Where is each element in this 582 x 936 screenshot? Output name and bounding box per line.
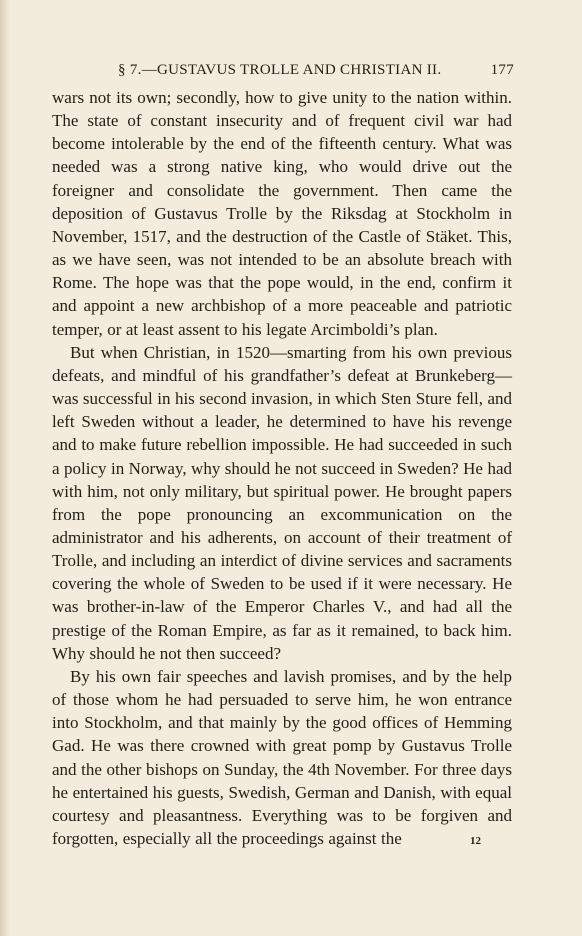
paragraph-3: By his own fair speeches and lavish promises, and by the help of those whom he had persuaded to serve him, he won entrance into Stockholm, and that mainly by the good offices of Hemming Gad. He was there crowned with great pomp by Gustavus Trolle and the other bishops on Sunday, the 4th November. For three days he entertained his guests, Swedish, German and Danish, with equal courtesy and pleasantness. Everything was to be forgiven and forgotten, especially all the proceedings against the <box>52 666 512 848</box>
signature-mark: 12 <box>470 835 481 847</box>
running-header <box>52 58 514 80</box>
running-title: § 7.—GUSTAVUS TROLLE AND CHRISTIAN II. <box>118 62 442 78</box>
page-number: 177 <box>490 62 514 78</box>
paragraph-1: wars not its own; secondly, how to give unity to the nation within. The state of constant insecurity and of frequent civil war had become intolerable by the end of the fifteenth century. What was needed was a strong native king, who would drive out the foreigner and consolidate the government. Then came the deposition of Gustavus Trolle by the Riksdag at Stockholm in November, 1517, and the destruction of the Castle of Stäket. This, as we have seen, was not intended to be an absolute breach with Rome. The hope was that the pope would, in the end, confirm it and appoint a new archbishop of a more peaceable and patriotic temper, or at least assent to his legate Arcimboldi’s plan. <box>52 88 512 339</box>
body-text <box>52 86 512 850</box>
paragraph-2: But when Christian, in 1520—smarting from his own previous defeats, and mindful of his grandfather’s defeat at Brunkeberg—was successful in his second invasion, in which Sten Sture fell, and left Sweden without a leader, he determined to have his revenge and to make future rebellion impossible. He had succeeded in such a policy in Norway, why should he not succeed in Sweden? He had with him, not only military, but spiritual power. He brought papers from the pope pronouncing an excommunication on the administrator and his adherents, on account of their treatment of Trolle, and including an interdict of divine services and sacraments covering the whole of Sweden to be used if it were necessary. He was brother-in-law of the Emperor Charles V., and had all the prestige of the Roman Empire, as far as it remained, to back him. Why should he not then succeed? <box>52 342 512 663</box>
page-edge-shadow <box>0 0 10 936</box>
